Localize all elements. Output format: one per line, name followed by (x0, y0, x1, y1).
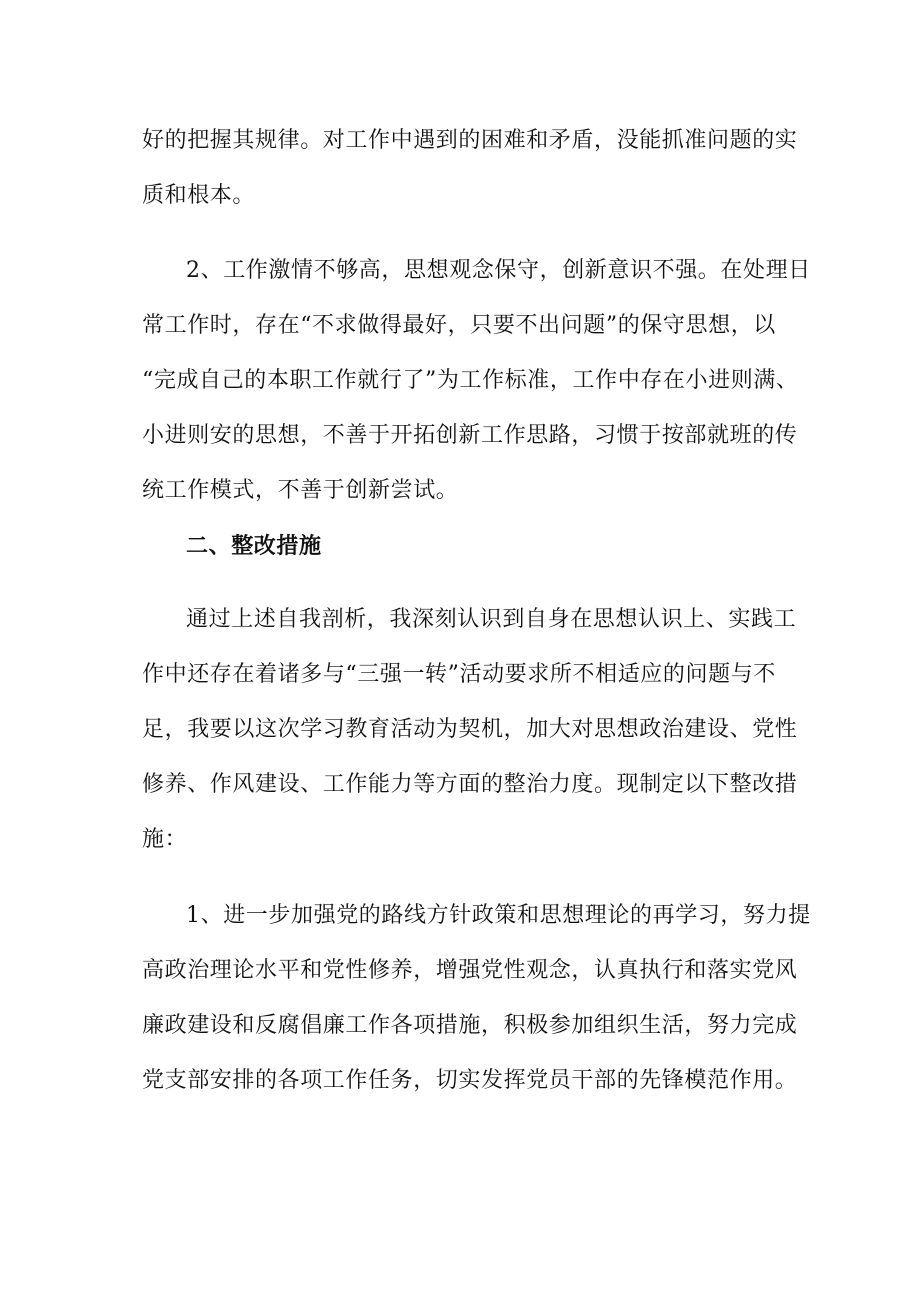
paragraph-2-line-5: 统工作模式，不善于创新尝试。 (142, 478, 459, 503)
paragraph-2-line-3: “完成自己的本职工作就行了”为工作标准，工作中存在小进则满、 (142, 368, 799, 393)
paragraph-3-line-4: 修养、作风建设、工作能力等方面的整治力度。现制定以下整改措 (142, 772, 798, 797)
paragraph-2-line-1: 2、工作激情不够高，思想观念保守，创新意识不强。在处理日 (186, 258, 811, 283)
paragraph-1-line-1: 好的把握其规律。对工作中遇到的困难和矛盾，没能抓准问题的实 (142, 128, 798, 153)
section-heading: 二、整改措施 (186, 533, 322, 559)
paragraph-4-line-4: 党支部安排的各项工作任务，切实发挥党员干部的先锋模范作用。 (142, 1068, 798, 1093)
paragraph-3-line-5: 施： (142, 827, 188, 852)
paragraph-4-line-2: 高政治理论水平和党性修养，增强党性观念，认真执行和落实党风 (142, 958, 798, 983)
paragraph-3-line-1: 通过上述自我剖析，我深刻认识到自身在思想认识上、实践工 (186, 607, 797, 632)
paragraph-4-line-3: 廉政建设和反腐倡廉工作各项措施，积极参加组织生活，努力完成 (142, 1013, 798, 1038)
paragraph-2-line-4: 小进则安的思想，不善于开拓创新工作思路，习惯于按部就班的传 (142, 423, 798, 448)
paragraph-2-line-2: 常工作时，存在“不求做得最好，只要不出问题”的保守思想，以 (142, 313, 776, 338)
paragraph-4-line-1: 1、进一步加强党的路线方针政策和思想理论的再学习，努力提 (186, 903, 811, 928)
paragraph-3-line-3: 足，我要以这次学习教育活动为契机，加大对思想政治建设、党性 (142, 717, 798, 742)
paragraph-3-line-2: 作中还存在着诸多与“三强一转”活动要求所不相适应的问题与不 (142, 662, 776, 687)
paragraph-1-line-2: 质和根本。 (142, 183, 256, 208)
